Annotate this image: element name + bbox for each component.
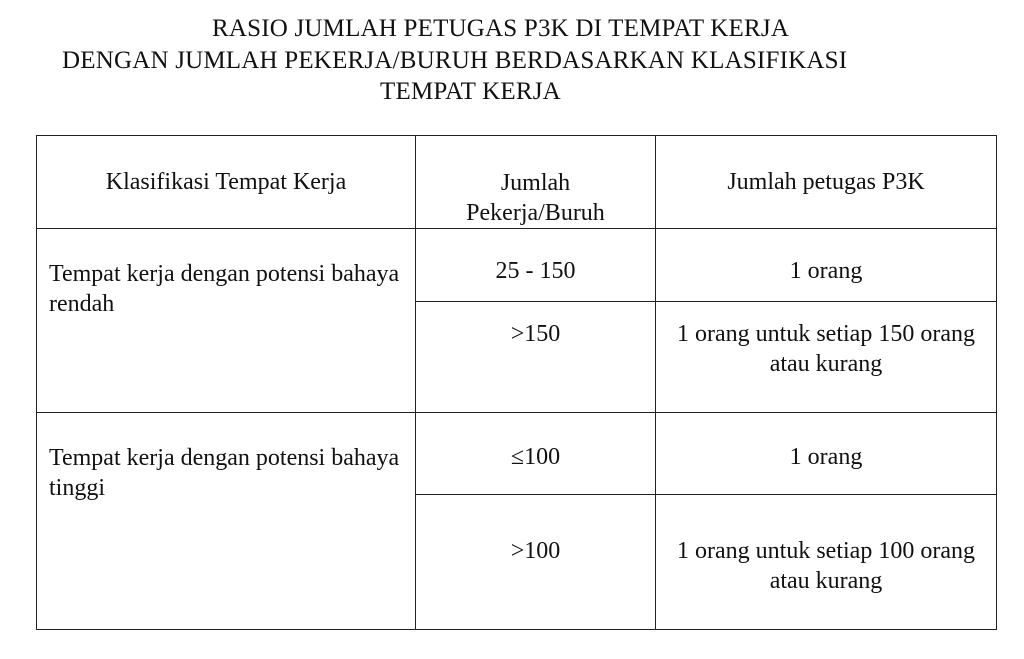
workers-cell (416, 302, 656, 413)
officers-cell (656, 229, 997, 302)
workers-value: >100 (510, 538, 561, 564)
header-workers (416, 136, 656, 229)
workers-value: ≤100 (510, 444, 561, 470)
ratio-table-container (36, 135, 996, 629)
workers-cell (416, 495, 656, 630)
officers-value: 1 orang (789, 444, 863, 470)
workers-value: 25 - 150 (495, 258, 576, 284)
officers-cell (656, 495, 997, 630)
table-header-row (37, 136, 997, 229)
header-officers-label: Jumlah petugas P3K (727, 169, 925, 195)
classification-low-risk: Tempat kerja dengan potensi bahaya rendah (49, 261, 400, 317)
workers-cell (416, 229, 656, 302)
table-row (37, 229, 997, 302)
officers-value: 1 orang untuk setiap 150 orang atau kurang (677, 321, 975, 377)
workers-value: >150 (510, 321, 561, 347)
header-classification-label: Klasifikasi Tempat Kerja (105, 169, 347, 195)
header-workers-label: Jumlah Pekerja/Buruh (466, 170, 605, 226)
officers-value: 1 orang (789, 258, 863, 284)
officers-cell (656, 413, 997, 495)
workers-cell (416, 413, 656, 495)
classification-high-risk-cell (37, 413, 416, 630)
header-classification (37, 136, 416, 229)
header-officers (656, 136, 997, 229)
title-line-1: RASIO JUMLAH PETUGAS P3K DI TEMPAT KERJA (212, 15, 790, 42)
officers-cell (656, 302, 997, 413)
classification-low-risk-cell (37, 229, 416, 413)
ratio-table (36, 135, 997, 630)
officers-value: 1 orang untuk setiap 100 orang atau kurang (677, 538, 975, 594)
classification-high-risk: Tempat kerja dengan potensi bahaya tinggi (49, 445, 400, 501)
title-line-2: DENGAN JUMLAH PEKERJA/BURUH BERDASARKAN KLASIFIKASI (62, 47, 848, 74)
title-line-3: TEMPAT KERJA (380, 78, 561, 105)
table-row (37, 413, 997, 495)
